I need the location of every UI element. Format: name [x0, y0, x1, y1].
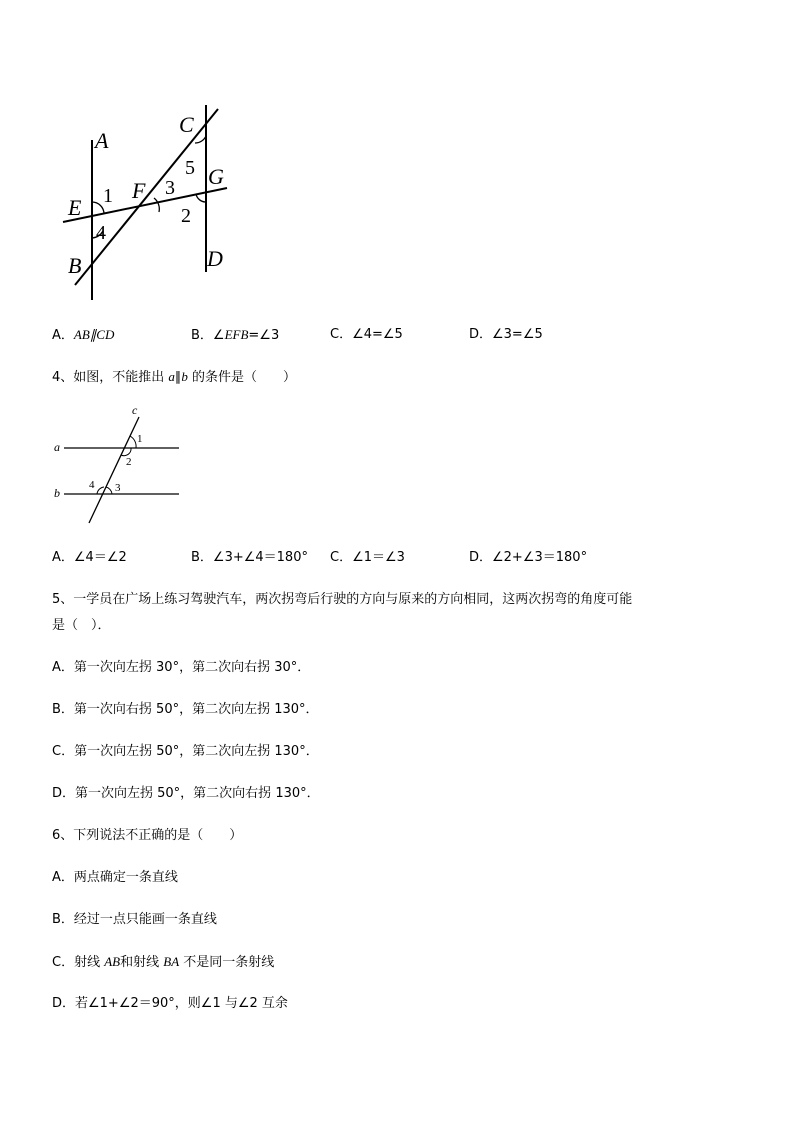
q4-option-c[interactable]: C．∠1＝∠3	[330, 550, 405, 565]
angle-label-3: 3	[165, 177, 175, 199]
q6-option-c-ab: AB	[104, 954, 121, 969]
q4-stem-suffix: 的条件是（ ）	[187, 370, 297, 385]
q3-option-b-italic: EFB	[224, 327, 249, 342]
label-C: C	[179, 112, 194, 137]
q3-option-b[interactable]	[191, 326, 279, 345]
label-a: a	[54, 440, 60, 454]
q5-option-a[interactable]: A．第一次向左拐 30°，第二次向右拐 30°．	[52, 660, 311, 675]
label-B: B	[68, 253, 82, 278]
q5-option-d[interactable]: D．第一次向左拐 50°，第二次向右拐 130°．	[52, 786, 320, 801]
line-c	[89, 417, 139, 523]
q3-option-a[interactable]	[52, 326, 114, 345]
q3-option-b-text1: ∠	[212, 328, 225, 343]
angle-label-1-q4: 1	[137, 433, 143, 445]
angle-label-2-q4: 2	[126, 456, 132, 468]
q4-option-a[interactable]: A．∠4＝∠2	[52, 550, 127, 565]
q6-option-c-suffix: 不是同一条射线	[179, 955, 275, 970]
angle-label-3-q4: 3	[115, 482, 121, 494]
label-G: G	[208, 164, 224, 189]
q3-option-b-prefix: B．	[191, 328, 213, 343]
q3-option-a-prefix: A．	[52, 328, 74, 343]
q5-stem-line-2: 是（ ）．	[52, 618, 111, 633]
q6-option-c-ba: BA	[163, 954, 180, 969]
q3-option-b-text2: =∠3	[248, 328, 280, 343]
q4-option-b[interactable]: B．∠3+∠4＝180°	[191, 550, 308, 565]
q6-option-c-prefix: C．射线	[52, 955, 105, 970]
q4-option-d[interactable]: D．∠2+∠3＝180°	[469, 550, 588, 565]
q6-option-a[interactable]: A．两点确定一条直线	[52, 870, 178, 885]
q6-option-d[interactable]: D．若∠1+∠2＝90°，则∠1 与∠2 互余	[52, 996, 288, 1011]
angle-label-2: 2	[181, 205, 191, 227]
angle-label-4-q4: 4	[89, 479, 95, 491]
q6-stem: 6、下列说法不正确的是（ ）	[52, 828, 243, 843]
q4-stem-par: ∥	[174, 370, 182, 385]
label-b: b	[54, 486, 60, 500]
label-A: A	[95, 128, 109, 153]
arc-angle-3	[154, 198, 159, 212]
label-F: F	[132, 178, 146, 203]
q6-option-c[interactable]	[52, 953, 274, 972]
q3-option-d[interactable]: D．∠3=∠5	[469, 327, 543, 342]
arc-angle-3-q4	[106, 487, 112, 494]
arc-angle-5	[195, 136, 206, 143]
q5-stem-line-1: 5、一学员在广场上练习驾驶汽车，两次拐弯后行驶的方向与原来的方向相同，这两次拐弯的角度可能	[52, 592, 633, 607]
angle-label-4: 4	[96, 222, 106, 244]
figure-parallel-lines-1	[55, 100, 245, 305]
arc-angle-1-q4	[130, 436, 136, 448]
label-D: D	[207, 246, 223, 271]
q3-option-c[interactable]: C．∠4=∠5	[330, 327, 403, 342]
q4-stem-b: b	[181, 369, 188, 384]
q4-stem-prefix: 4、如图，不能推出	[52, 370, 169, 385]
q6-option-b[interactable]: B．经过一点只能画一条直线	[52, 912, 217, 927]
q4-stem	[52, 368, 296, 387]
q3-option-a-text: AB∥CD	[73, 327, 115, 342]
angle-label-1: 1	[103, 185, 113, 207]
arc-angle-2	[196, 194, 206, 202]
q5-option-c[interactable]: C．第一次向左拐 50°，第二次向左拐 130°．	[52, 744, 319, 759]
q6-option-c-mid: 和射线	[120, 955, 164, 970]
q5-option-b[interactable]: B．第一次向右拐 50°，第二次向左拐 130°．	[52, 702, 319, 717]
angle-label-5: 5	[185, 157, 195, 179]
figure-parallel-lines-2	[48, 403, 188, 528]
label-E: E	[68, 195, 82, 220]
label-c: c	[132, 403, 138, 417]
q4-stem-a: a	[168, 369, 175, 384]
